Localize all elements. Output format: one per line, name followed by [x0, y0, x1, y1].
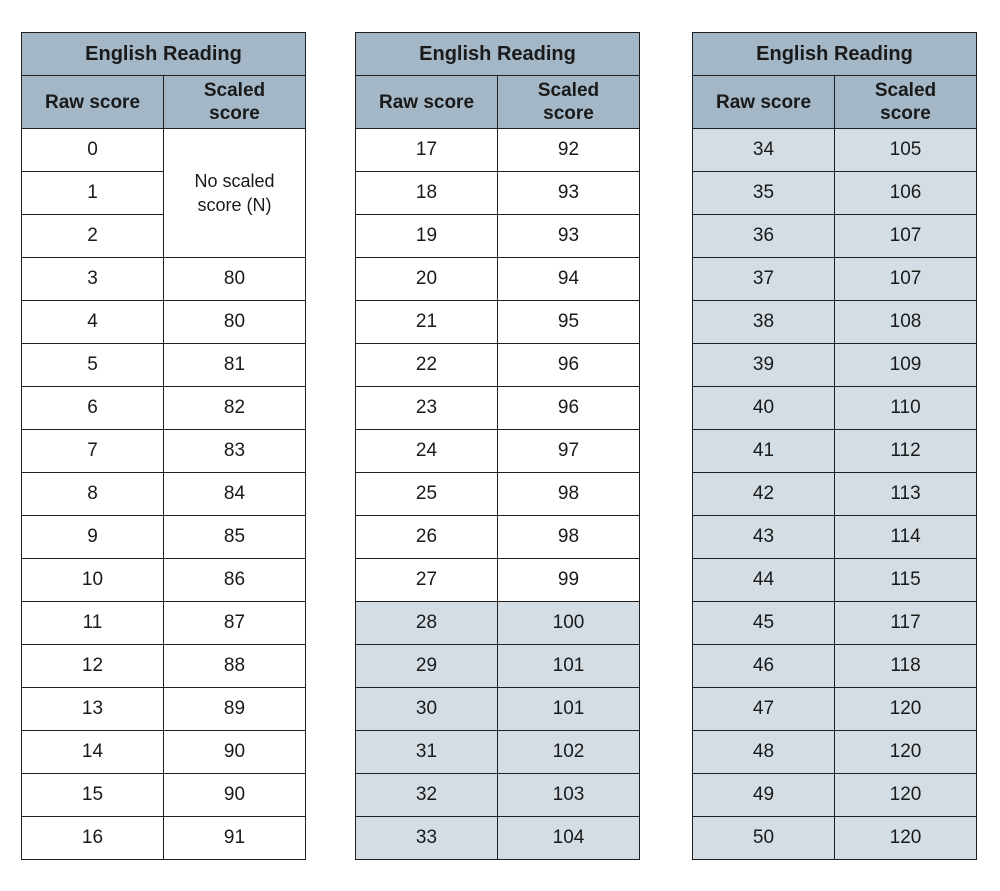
scaled-score-cell: 120 — [835, 688, 977, 731]
raw-score-header: Raw score — [22, 76, 164, 129]
raw-score-cell: 35 — [693, 172, 835, 215]
raw-score-cell: 5 — [22, 344, 164, 387]
raw-score-cell: 27 — [356, 559, 498, 602]
table-row — [693, 516, 977, 559]
raw-score-cell: 14 — [22, 731, 164, 774]
scaled-score-header: Scaled score — [498, 76, 640, 129]
table-row — [693, 559, 977, 602]
scaled-score-cell: 91 — [164, 817, 306, 860]
scaled-score-cell: 120 — [835, 817, 977, 860]
scaled-score-cell: 93 — [498, 172, 640, 215]
raw-score-cell: 6 — [22, 387, 164, 430]
raw-score-cell: 18 — [356, 172, 498, 215]
table-row — [356, 602, 640, 645]
scaled-score-cell: 82 — [164, 387, 306, 430]
scaled-score-cell: 105 — [835, 129, 977, 172]
table-row — [693, 301, 977, 344]
table-row — [22, 602, 306, 645]
raw-score-cell: 26 — [356, 516, 498, 559]
table-row — [356, 774, 640, 817]
scaled-score-cell: 98 — [498, 516, 640, 559]
table-row — [693, 602, 977, 645]
scaled-score-cell: 101 — [498, 688, 640, 731]
scaled-score-cell: 84 — [164, 473, 306, 516]
scaled-score-cell: 95 — [498, 301, 640, 344]
table-row — [693, 215, 977, 258]
raw-score-cell: 3 — [22, 258, 164, 301]
scaled-score-cell: 98 — [498, 473, 640, 516]
raw-score-cell: 40 — [693, 387, 835, 430]
raw-score-cell: 0 — [22, 129, 164, 172]
table-row — [693, 473, 977, 516]
raw-score-header: Raw score — [356, 76, 498, 129]
table-row — [356, 344, 640, 387]
scaled-score-cell: 120 — [835, 774, 977, 817]
raw-score-cell: 19 — [356, 215, 498, 258]
table-row — [693, 129, 977, 172]
raw-score-cell: 42 — [693, 473, 835, 516]
table-row — [22, 430, 306, 473]
table-row — [356, 731, 640, 774]
raw-score-cell: 33 — [356, 817, 498, 860]
raw-score-cell: 4 — [22, 301, 164, 344]
scaled-score-cell: 113 — [835, 473, 977, 516]
raw-score-cell: 48 — [693, 731, 835, 774]
raw-score-cell: 20 — [356, 258, 498, 301]
raw-score-cell: 34 — [693, 129, 835, 172]
scaled-score-cell: 87 — [164, 602, 306, 645]
table-row — [22, 817, 306, 860]
raw-score-cell: 11 — [22, 602, 164, 645]
raw-score-cell: 24 — [356, 430, 498, 473]
table-row — [22, 774, 306, 817]
table-row — [356, 817, 640, 860]
table-row — [22, 516, 306, 559]
raw-score-cell: 2 — [22, 215, 164, 258]
raw-score-cell: 12 — [22, 645, 164, 688]
raw-score-cell: 23 — [356, 387, 498, 430]
scaled-score-cell: 93 — [498, 215, 640, 258]
scaled-score-cell: 110 — [835, 387, 977, 430]
scaled-score-cell: 88 — [164, 645, 306, 688]
table-row — [22, 129, 306, 172]
raw-score-cell: 44 — [693, 559, 835, 602]
table-row — [22, 387, 306, 430]
table-row — [22, 258, 306, 301]
table-row — [693, 258, 977, 301]
table-row — [356, 387, 640, 430]
table-row — [693, 774, 977, 817]
scaled-score-header: Scaled score — [835, 76, 977, 129]
raw-score-cell: 50 — [693, 817, 835, 860]
scaled-score-cell: 114 — [835, 516, 977, 559]
raw-score-cell: 41 — [693, 430, 835, 473]
table-row — [356, 688, 640, 731]
scaled-score-cell: 118 — [835, 645, 977, 688]
scaled-score-cell: 103 — [498, 774, 640, 817]
scaled-score-cell: 80 — [164, 301, 306, 344]
table-row — [693, 817, 977, 860]
scaled-score-cell: 104 — [498, 817, 640, 860]
scaled-score-cell: 92 — [498, 129, 640, 172]
raw-score-cell: 16 — [22, 817, 164, 860]
scaled-score-cell: 117 — [835, 602, 977, 645]
raw-score-cell: 28 — [356, 602, 498, 645]
table-row — [356, 559, 640, 602]
scaled-score-cell: 115 — [835, 559, 977, 602]
scaled-score-cell: 107 — [835, 258, 977, 301]
table-row — [22, 645, 306, 688]
table-title: English Reading — [693, 33, 977, 76]
raw-score-cell: 32 — [356, 774, 498, 817]
raw-score-cell: 15 — [22, 774, 164, 817]
raw-score-cell: 45 — [693, 602, 835, 645]
raw-score-cell: 46 — [693, 645, 835, 688]
table-row — [22, 301, 306, 344]
raw-score-cell: 39 — [693, 344, 835, 387]
table-row — [356, 430, 640, 473]
raw-score-cell: 21 — [356, 301, 498, 344]
table-row — [22, 344, 306, 387]
table-row — [356, 516, 640, 559]
raw-score-cell: 49 — [693, 774, 835, 817]
scaled-score-cell: 96 — [498, 387, 640, 430]
scaled-score-cell: 90 — [164, 731, 306, 774]
table-row — [356, 129, 640, 172]
scaled-score-cell: 109 — [835, 344, 977, 387]
raw-score-cell: 29 — [356, 645, 498, 688]
scaled-score-cell: 97 — [498, 430, 640, 473]
raw-score-cell: 9 — [22, 516, 164, 559]
raw-score-cell: 1 — [22, 172, 164, 215]
table-row — [22, 559, 306, 602]
table-title: English Reading — [356, 33, 640, 76]
score-table-1 — [21, 32, 306, 860]
table-title: English Reading — [22, 33, 306, 76]
table-row — [22, 731, 306, 774]
table-row — [22, 688, 306, 731]
scaled-score-cell: 107 — [835, 215, 977, 258]
table-row — [356, 258, 640, 301]
score-table-2 — [355, 32, 640, 860]
scaled-score-cell: 100 — [498, 602, 640, 645]
table-row — [693, 344, 977, 387]
scaled-score-cell: 108 — [835, 301, 977, 344]
table-row — [693, 430, 977, 473]
scaled-score-cell: 89 — [164, 688, 306, 731]
raw-score-cell: 25 — [356, 473, 498, 516]
raw-score-cell: 31 — [356, 731, 498, 774]
scaled-score-cell: 96 — [498, 344, 640, 387]
scaled-score-cell: 112 — [835, 430, 977, 473]
raw-score-cell: 38 — [693, 301, 835, 344]
table-row — [693, 387, 977, 430]
raw-score-cell: 30 — [356, 688, 498, 731]
scaled-score-cell: 94 — [498, 258, 640, 301]
scaled-score-header: Scaled score — [164, 76, 306, 129]
raw-score-cell: 22 — [356, 344, 498, 387]
raw-score-cell: 47 — [693, 688, 835, 731]
table-row — [356, 473, 640, 516]
scaled-score-cell: 80 — [164, 258, 306, 301]
raw-score-cell: 43 — [693, 516, 835, 559]
table-row — [693, 731, 977, 774]
scaled-score-cell: 90 — [164, 774, 306, 817]
raw-score-cell: 10 — [22, 559, 164, 602]
table-row — [356, 645, 640, 688]
scaled-score-cell: 85 — [164, 516, 306, 559]
table-row — [356, 215, 640, 258]
raw-score-cell: 37 — [693, 258, 835, 301]
scaled-score-cell: 83 — [164, 430, 306, 473]
scaled-score-cell: 101 — [498, 645, 640, 688]
no-scaled-score-note: No scaled score (N) — [164, 129, 306, 258]
scaled-score-cell: 102 — [498, 731, 640, 774]
raw-score-cell: 17 — [356, 129, 498, 172]
scaled-score-cell: 86 — [164, 559, 306, 602]
table-row — [693, 172, 977, 215]
raw-score-cell: 8 — [22, 473, 164, 516]
scaled-score-cell: 106 — [835, 172, 977, 215]
table-row — [22, 473, 306, 516]
scaled-score-cell: 120 — [835, 731, 977, 774]
table-row — [356, 301, 640, 344]
scaled-score-cell: 81 — [164, 344, 306, 387]
scaled-score-cell: 99 — [498, 559, 640, 602]
raw-score-cell: 13 — [22, 688, 164, 731]
score-table-3 — [692, 32, 977, 860]
raw-score-cell: 7 — [22, 430, 164, 473]
raw-score-cell: 36 — [693, 215, 835, 258]
table-row — [693, 688, 977, 731]
table-row — [356, 172, 640, 215]
raw-score-header: Raw score — [693, 76, 835, 129]
table-row — [693, 645, 977, 688]
